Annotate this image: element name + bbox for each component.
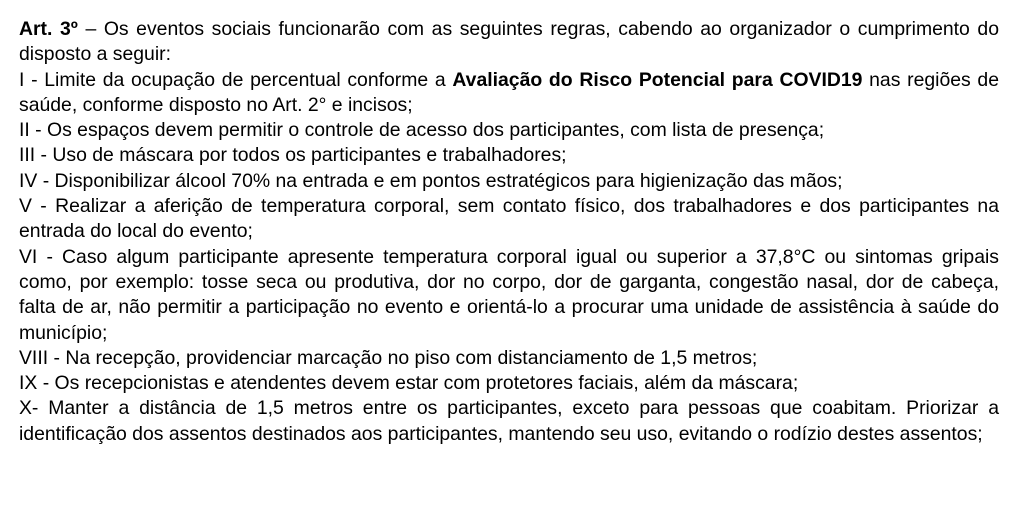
item-iv: IV - Disponibilizar álcool 70% na entrada e em pontos estratégicos para higienização das mãos; — [19, 169, 843, 192]
item-ix: IX - Os recepcionistas e atendentes devem estar com protetores faciais, além da máscara; — [19, 372, 799, 395]
article-heading-paragraph — [19, 17, 999, 68]
item-i-bold-reference: Avaliação do Risco Potencial para COVID19 — [452, 68, 863, 91]
item-ii: II - Os espaços devem permitir o controle de acesso dos participantes, com lista de presença; — [19, 119, 825, 142]
item-i-suffix: nas regiões de saúde, conforme disposto no Art. 2° e incisos; — [19, 68, 999, 116]
article-label: Art. 3º — [19, 18, 78, 40]
item-i — [19, 68, 999, 119]
item-vi: VI - Caso algum participante apresente temperatura corporal igual ou superior a 37,8°C ou sintomas gripais como, por exemplo: tosse seca ou produtiva, dor no corpo, dor de garganta, congestão nasal, dor de cabeça, falta de ar, não permitir a participação no evento e orientá-lo a procurar uma unidade de assistência à saúde do município; — [19, 245, 999, 344]
item-v: V - Realizar a aferição de temperatura corporal, sem contato físico, dos trabalhadores e dos participantes na entrada do local do evento; — [19, 195, 999, 243]
item-i-prefix: I - Limite da ocupação de percentual conforme a — [19, 68, 453, 91]
article-intro: – Os eventos sociais funcionarão com as seguintes regras, cabendo ao organizador o cumprimento do disposto a seguir: — [19, 18, 999, 66]
item-viii: VIII - Na recepção, providenciar marcação no piso com distanciamento de 1,5 metros; — [19, 346, 758, 369]
document-page — [19, 17, 999, 447]
item-iii: III - Uso de máscara por todos os participantes e trabalhadores; — [19, 144, 567, 167]
item-x: X- Manter a distância de 1,5 metros entre os participantes, exceto para pessoas que coabitam. Priorizar a identificação dos assentos destinados aos participantes, mantendo seu uso, evitando o rodízio destes assentos; — [19, 397, 999, 445]
